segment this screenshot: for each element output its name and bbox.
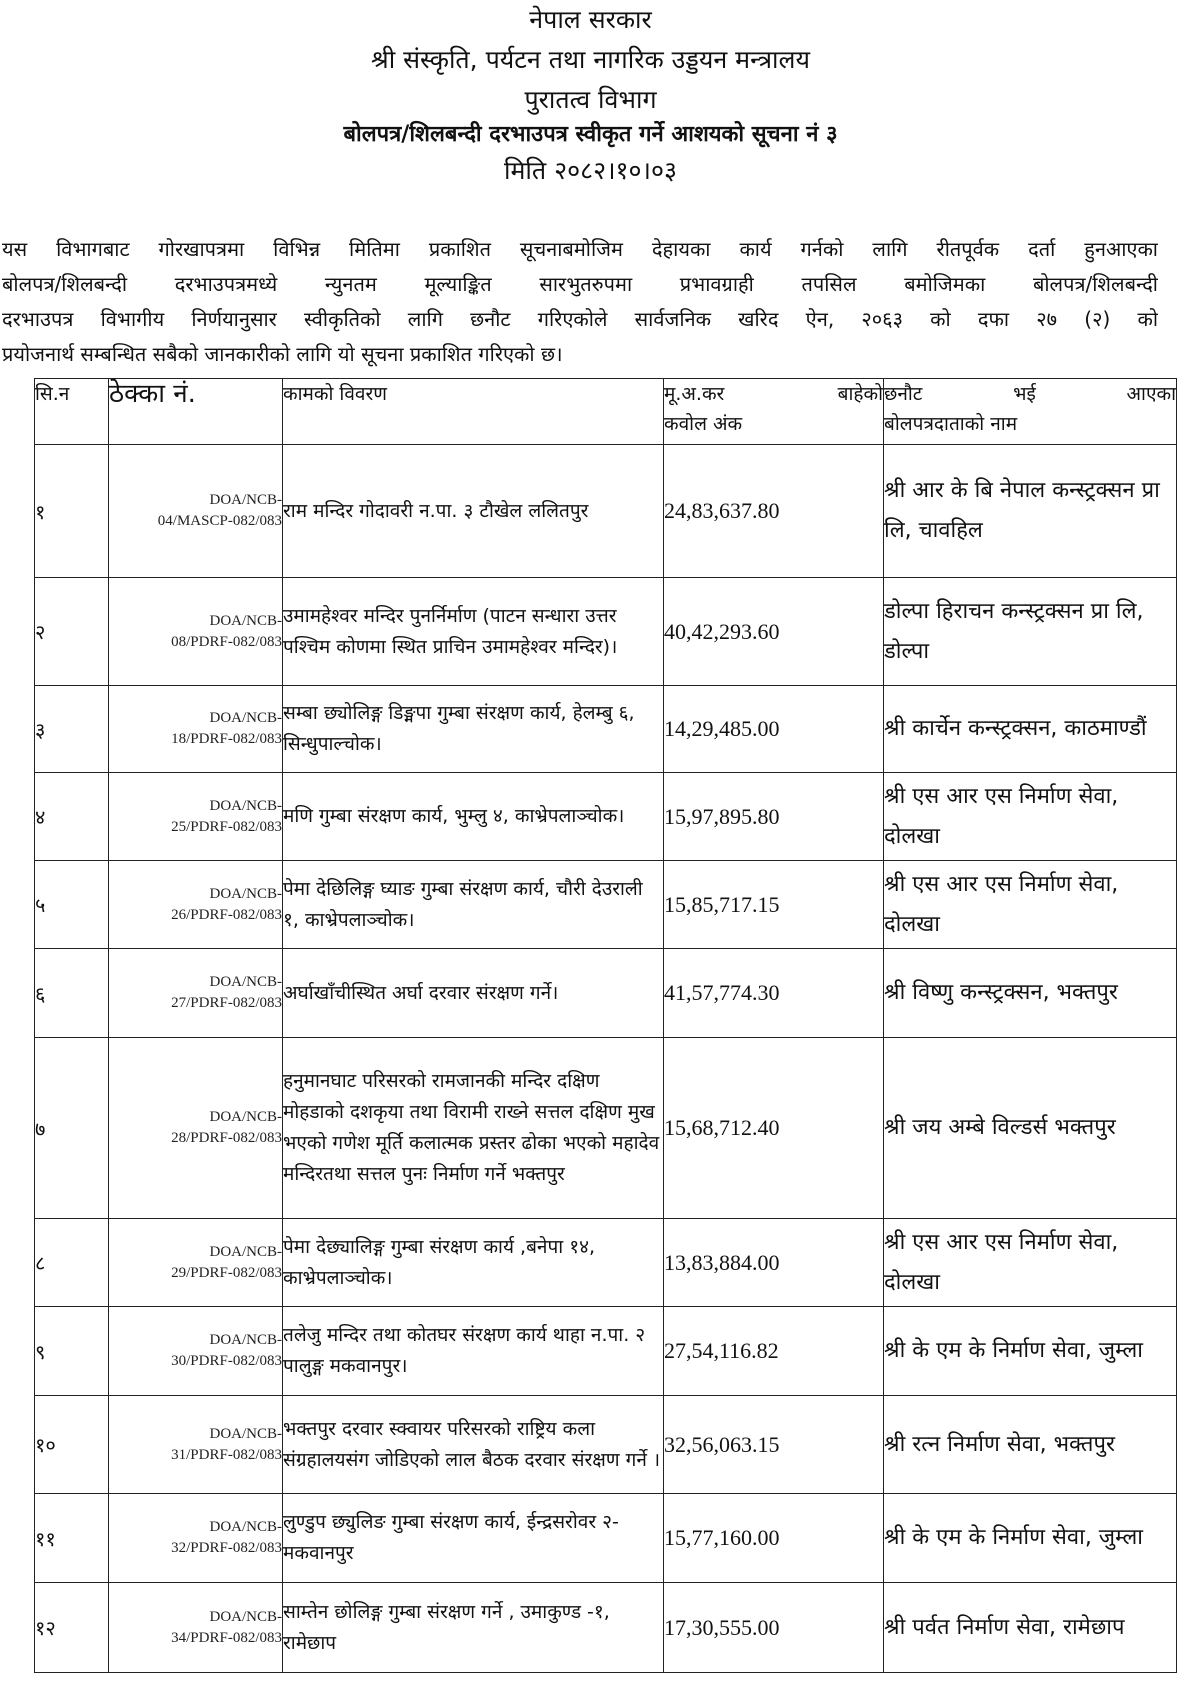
cell-serial: ७ <box>35 1038 109 1219</box>
table-row <box>35 445 1177 578</box>
table-row <box>35 1396 1177 1494</box>
cell-description: सम्बा छ्योलिङ्ग डिङ्मपा गुम्बा संरक्षण कार्य, हेलम्बु ६, सिन्धुपाल्चोक। <box>283 686 664 773</box>
intro-line: दरभाउपत्र विभागीय निर्णयानुसार स्वीकृतिको लागि छनौट गरिएकोले सार्वजनिक खरिद ऐन, २०६३ को दफा २७ (२) को <box>2 307 1158 331</box>
contract-no-line1: DOA/NCB- <box>209 1425 282 1442</box>
notice-date: मिति २०८२।१०।०३ <box>503 156 678 185</box>
cell-description: पेमा देछिलिङ्ग घ्याङ गुम्बा संरक्षण कार्य, चौरी देउराली १, काभ्रेपलाञ्चोक। <box>283 861 664 949</box>
contract-no-line1: DOA/NCB- <box>209 974 282 990</box>
cell-amount: 14,29,485.00 <box>664 686 884 773</box>
header-bidder-line1: छनौट भई आएका <box>884 383 1176 405</box>
header-serial: सि.न <box>35 379 109 445</box>
contract-no-line2: 31/PDRF-082/083 <box>171 1446 282 1463</box>
notice-title: बोलपत्र/शिलबन्दी दरभाउपत्र स्वीकृत गर्ने आशयको सूचना नं ३ <box>343 122 838 147</box>
cell-contract-no <box>109 445 283 578</box>
table-row <box>35 1583 1177 1673</box>
header-amount-line1: मू.अ.कर बाहेको <box>664 383 883 405</box>
cell-bidder: श्री विष्णु कन्स्ट्रक्सन, भक्तपुर <box>884 949 1177 1038</box>
contract-no-line2: 34/PDRF-082/083 <box>171 1629 282 1646</box>
table-row <box>35 1307 1177 1396</box>
cell-serial: ८ <box>35 1219 109 1307</box>
header-description: कामको विवरण <box>283 379 664 445</box>
contract-no-line2: 30/PDRF-082/083 <box>171 1353 282 1369</box>
cell-bidder: श्री के एम के निर्माण सेवा, जुम्ला <box>884 1494 1177 1583</box>
cell-bidder: श्री कार्चेन कन्स्ट्रक्सन, काठमाण्डौं <box>884 686 1177 773</box>
cell-contract-no <box>109 861 283 949</box>
table-row <box>35 1038 1177 1219</box>
contract-no-line2: 25/PDRF-082/083 <box>171 818 282 835</box>
contract-no-line1: DOA/NCB- <box>209 1332 282 1348</box>
cell-serial: १० <box>35 1396 109 1494</box>
cell-contract-no <box>109 1038 283 1219</box>
table-row <box>35 1219 1177 1307</box>
table-row <box>35 686 1177 773</box>
contract-no-line2: 28/PDRF-082/083 <box>171 1130 282 1146</box>
cell-contract-no <box>109 1396 283 1494</box>
cell-contract-no <box>109 686 283 773</box>
contract-no-line2: 18/PDRF-082/083 <box>171 731 282 747</box>
selected-bids-table <box>34 378 1177 1673</box>
cell-amount: 15,77,160.00 <box>664 1494 884 1583</box>
contract-no-line1: DOA/NCB- <box>209 1519 282 1535</box>
cell-amount: 15,68,712.40 <box>664 1038 884 1219</box>
cell-contract-no <box>109 1307 283 1396</box>
cell-serial: १ <box>35 445 109 578</box>
contract-no-line2: 04/MASCP-082/083 <box>157 513 282 529</box>
cell-amount: 15,85,717.15 <box>664 861 884 949</box>
contract-no-line1: DOA/NCB- <box>209 492 282 508</box>
contract-no-line1: DOA/NCB- <box>209 710 282 726</box>
cell-contract-no <box>109 1219 283 1307</box>
cell-serial: ४ <box>35 773 109 861</box>
ministry-name: श्री संस्कृति, पर्यटन तथा नागरिक उड्डयन मन्त्रालय <box>371 45 810 74</box>
cell-bidder: श्री एस आर एस निर्माण सेवा, दोलखा <box>884 861 1177 949</box>
header-bidder-line2: बोलपत्रदाताको नाम <box>884 413 1018 435</box>
table-row <box>35 1494 1177 1583</box>
table-row <box>35 773 1177 861</box>
cell-description: लुण्डुप छ्युलिङ गुम्बा संरक्षण कार्य, ईन्द्रसरोवर २-मकवानपुर <box>283 1494 664 1583</box>
cell-bidder: श्री के एम के निर्माण सेवा, जुम्ला <box>884 1307 1177 1396</box>
cell-bidder: डोल्पा हिराचन कन्स्ट्रक्सन प्रा लि, डोल्पा <box>884 578 1177 686</box>
table-row <box>35 578 1177 686</box>
header-amount <box>664 379 884 445</box>
cell-serial: २ <box>35 578 109 686</box>
cell-bidder: श्री एस आर एस निर्माण सेवा, दोलखा <box>884 773 1177 861</box>
cell-description: अर्घाखाँचीस्थित अर्घा दरवार संरक्षण गर्ने। <box>283 949 664 1038</box>
cell-description: साम्तेन छोलिङ्ग गुम्बा संरक्षण गर्ने , उमाकुण्ड -१, रामेछाप <box>283 1583 664 1673</box>
contract-no-line2: 29/PDRF-082/083 <box>171 1264 282 1281</box>
cell-serial: १२ <box>35 1583 109 1673</box>
cell-description: हनुमानघाट परिसरको रामजानकी मन्दिर दक्षिण मोहडाको दशकृया तथा विरामी राख्ने सत्तल दक्षिण मुख भएको गणेश मूर्ति कलात्मक प्रस्तर ढोका भएको महादेव मन्दिरतथा सत्तल पुनः निर्माण गर्ने भक्तपुर <box>283 1038 664 1219</box>
cell-contract-no <box>109 1583 283 1673</box>
cell-description: राम मन्दिर गोदावरी न.पा. ३ टौखेल ललितपुर <box>283 445 664 578</box>
cell-serial: ११ <box>35 1494 109 1583</box>
cell-amount: 15,97,895.80 <box>664 773 884 861</box>
cell-bidder: श्री जय अम्बे विल्डर्स भक्तपुर <box>884 1038 1177 1219</box>
cell-amount: 27,54,116.82 <box>664 1307 884 1396</box>
cell-amount: 24,83,637.80 <box>664 445 884 578</box>
cell-description: उमामहेश्वर मन्दिर पुनर्निर्माण (पाटन सन्धारा उत्तर पश्चिम कोणमा स्थित प्राचिन उमामहेश्वर मन्दिर)। <box>283 578 664 686</box>
cell-bidder: श्री एस आर एस निर्माण सेवा, दोलखा <box>884 1219 1177 1307</box>
header-contract-no: ठेक्का नं. <box>109 379 283 445</box>
intro-line: बोलपत्र/शिलबन्दी दरभाउपत्रमध्ये न्युनतम मूल्याङ्कित सारभुतरुपमा प्रभावग्राही तपसिल बमोजिमका बोलपत्र/शिलबन्दी <box>2 272 1158 296</box>
contract-no-line2: 32/PDRF-082/083 <box>171 1540 282 1556</box>
contract-no-line2: 08/PDRF-082/083 <box>171 633 282 650</box>
cell-serial: ३ <box>35 686 109 773</box>
government-name: नेपाल सरकार <box>529 5 652 34</box>
cell-contract-no <box>109 773 283 861</box>
cell-description: पेमा देछ्यालिङ्ग गुम्बा संरक्षण कार्य ,बनेपा १४, काभ्रेपलाञ्चोक। <box>283 1219 664 1307</box>
contract-no-line1: DOA/NCB- <box>209 797 282 814</box>
intro-line: प्रयोजनार्थ सम्बन्धित सबैको जानकारीको लागि यो सूचना प्रकाशित गरिएको छ। <box>2 342 563 366</box>
contract-no-line1: DOA/NCB- <box>209 612 282 629</box>
cell-amount: 41,57,774.30 <box>664 949 884 1038</box>
header-bidder <box>884 379 1177 445</box>
contract-no-line2: 26/PDRF-082/083 <box>171 906 282 923</box>
intro-paragraph <box>2 232 1158 372</box>
cell-amount: 17,30,555.00 <box>664 1583 884 1673</box>
cell-bidder: श्री आर के बि नेपाल कन्स्ट्रक्सन प्रा लि, चावहिल <box>884 445 1177 578</box>
department-name: पुरातत्व विभाग <box>524 85 657 114</box>
cell-serial: ५ <box>35 861 109 949</box>
contract-no-line2: 27/PDRF-082/083 <box>171 995 282 1011</box>
cell-amount: 32,56,063.15 <box>664 1396 884 1494</box>
cell-serial: ९ <box>35 1307 109 1396</box>
cell-description: मणि गुम्बा संरक्षण कार्य, भुम्लु ४, काभ्रेपलाञ्चोक। <box>283 773 664 861</box>
contract-no-line1: DOA/NCB- <box>209 885 282 902</box>
cell-contract-no <box>109 1494 283 1583</box>
table-row <box>35 949 1177 1038</box>
cell-contract-no <box>109 949 283 1038</box>
cell-serial: ६ <box>35 949 109 1038</box>
contract-no-line1: DOA/NCB- <box>209 1608 282 1625</box>
cell-amount: 13,83,884.00 <box>664 1219 884 1307</box>
contract-no-line1: DOA/NCB- <box>209 1243 282 1260</box>
cell-description: भक्तपुर दरवार स्क्वायर परिसरको राष्ट्रिय कला संग्रहालयसंग जोडिएको लाल बैठक दरवार संरक्षण गर्ने । <box>283 1396 664 1494</box>
table-header-row <box>35 379 1177 445</box>
cell-contract-no <box>109 578 283 686</box>
cell-bidder: श्री पर्वत निर्माण सेवा, रामेछाप <box>884 1583 1177 1673</box>
intro-line: यस विभागबाट गोरखापत्रमा विभिन्न मितिमा प्रकाशित सूचनाबमोजिम देहायका कार्य गर्नको लागि रीतपूर्वक दर्ता हुनआएका <box>2 237 1158 261</box>
table-row <box>35 861 1177 949</box>
cell-description: तलेजु मन्दिर तथा कोतघर संरक्षण कार्य थाहा न.पा. २ पालुङ्ग मकवानपुर। <box>283 1307 664 1396</box>
cell-bidder: श्री रत्न निर्माण सेवा, भक्तपुर <box>884 1396 1177 1494</box>
contract-no-line1: DOA/NCB- <box>209 1109 282 1125</box>
header-amount-line2: कवोल अंक <box>664 413 743 435</box>
cell-amount: 40,42,293.60 <box>664 578 884 686</box>
